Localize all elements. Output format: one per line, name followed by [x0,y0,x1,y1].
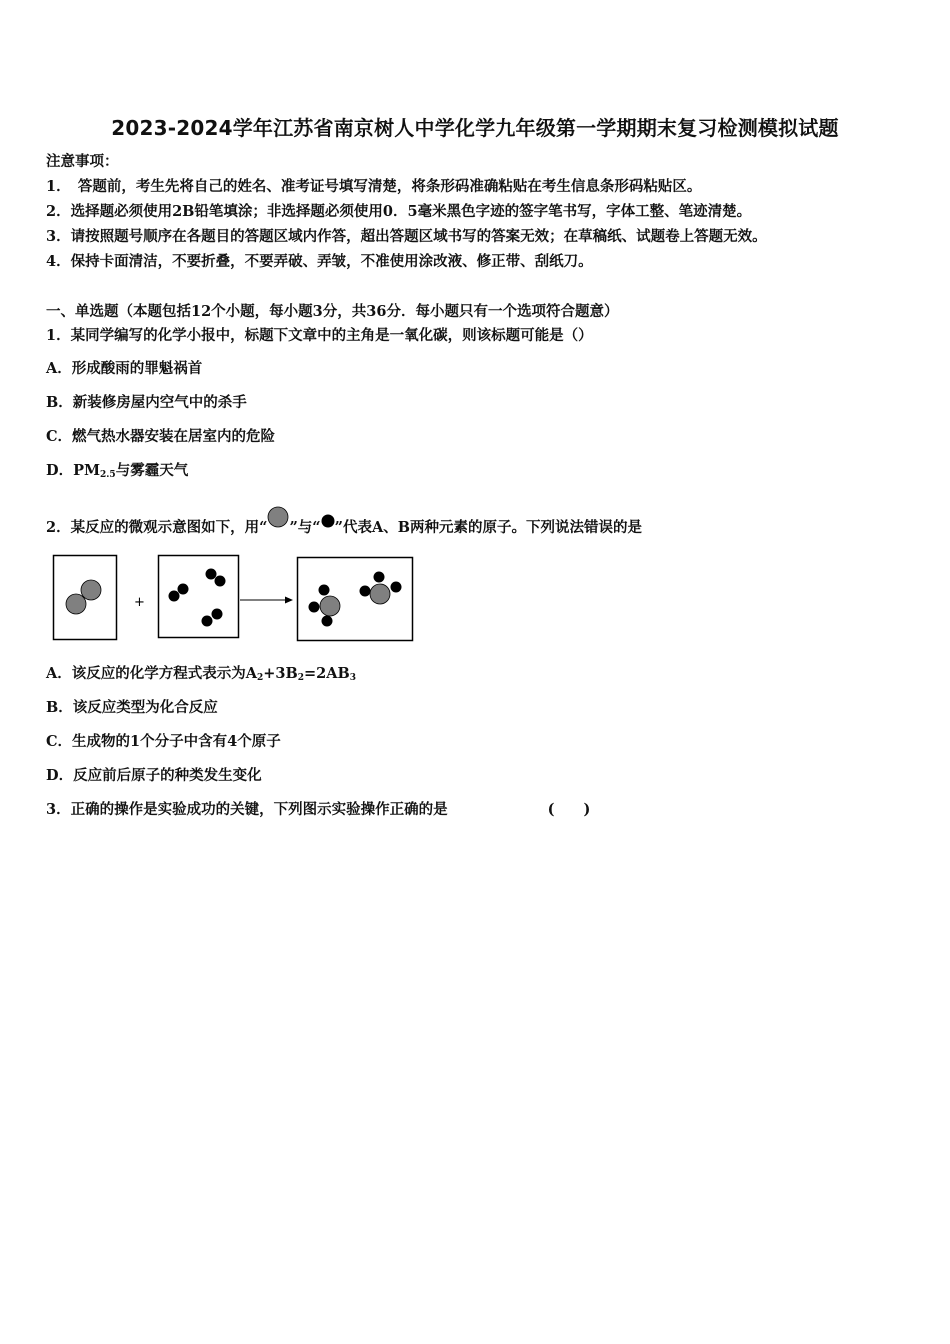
plus-sign: + [134,595,145,610]
atom-b-icon [206,569,217,580]
atom-b-icon [215,576,226,587]
notice-heading: 注意事项： [46,153,119,170]
question-1-option-a: A．形成酸雨的罪魁祸首 [46,360,203,377]
q2-a-sub-1: 2 [257,673,264,683]
q2-a-prefix: A．该反应的化学方程式表示为A [46,665,257,682]
atom-b-icon [309,602,320,613]
atom-b-icon [374,572,385,583]
option-d-subscript: 2.5 [100,470,116,480]
question-1-option-d [46,461,188,485]
notice-item-2: 2．选择题必须使用2B铅笔填涂；非选择题必须使用0．5毫米黑色字迹的签字笔书写，字体工整、笔迹清楚。 [46,203,752,220]
notice-item-1: 1． 答题前，考生先将自己的姓名、准考证号填写清楚，将条形码准确粘贴在考生信息条形码粘贴区。 [46,178,702,195]
question-1-option-b: B．新装修房屋内空气中的杀手 [46,394,247,411]
atom-b-icon [319,585,330,596]
question-1-stem: 1．某同学编写的化学小报中，标题下文章中的主角是一氧化碳，则该标题可能是（） [46,327,593,344]
atom-b-icon [360,586,371,597]
atom-b-icon [321,514,335,528]
q2-a-mid-1: +3B [263,665,298,682]
product-box-ab3 [298,558,413,641]
notice-item-4: 4．保持卡面清洁，不要折叠，不要弄破、弄皱，不准使用涂改液、修正带、刮纸刀。 [46,253,593,270]
reaction-diagram [52,554,422,646]
option-d-suffix: 与雾霾天气 [115,462,189,479]
question-2-stem [46,506,642,541]
q2-a-sub-3: 3 [349,673,357,683]
question-2-option-a [46,664,356,688]
atom-b-icon [322,616,333,627]
q2-stem-part-3: ”代表A、B两种元素的原子。下列说法错误的是 [334,519,642,536]
atom-b-icon [391,582,402,593]
question-2-option-d: D．反应前后原子的种类发生变化 [46,767,262,784]
atom-a-icon [81,580,101,600]
option-d-prefix: D．PM [46,462,101,479]
question-3-stem [46,800,590,820]
question-2-option-b: B．该反应类型为化合反应 [46,699,218,716]
question-2-option-c: C．生成物的1个分子中含有4个原子 [46,733,281,750]
atom-b-icon [178,584,189,595]
section-heading: 一、单选题（本题包括12个小题，每小题3分，共36分．每小题只有一个选项符合题意） [46,303,619,320]
q2-a-mid-2: =2AB [304,665,350,682]
page-title: 2023-2024学年江苏省南京树人中学化学九年级第一学期期末复习检测模拟试题 [111,116,839,140]
q2-stem-part-2: ”与“ [289,519,321,536]
atom-b-icon [169,591,180,602]
q3-stem-text: 3．正确的操作是实验成功的关键，下列图示实验操作正确的是 [46,801,448,818]
arrow-head-icon [285,597,293,604]
atom-b-icon [212,609,223,620]
answer-parentheses: ( ) [547,801,591,818]
atom-b-icon [202,616,213,627]
atom-a-icon [320,596,340,616]
question-1-option-c: C．燃气热水器安装在居室内的危险 [46,428,276,445]
atom-a-icon [66,594,86,614]
notice-item-3: 3．请按照题号顺序在各题目的答题区域内作答，超出答题区域书写的答案无效；在草稿纸、试题卷上答题无效。 [46,228,767,245]
atom-a-icon [267,506,289,528]
q2-a-sub-2: 2 [297,673,305,683]
atom-a-icon [370,584,390,604]
q2-stem-part-1: 2．某反应的微观示意图如下，用“ [46,519,268,536]
